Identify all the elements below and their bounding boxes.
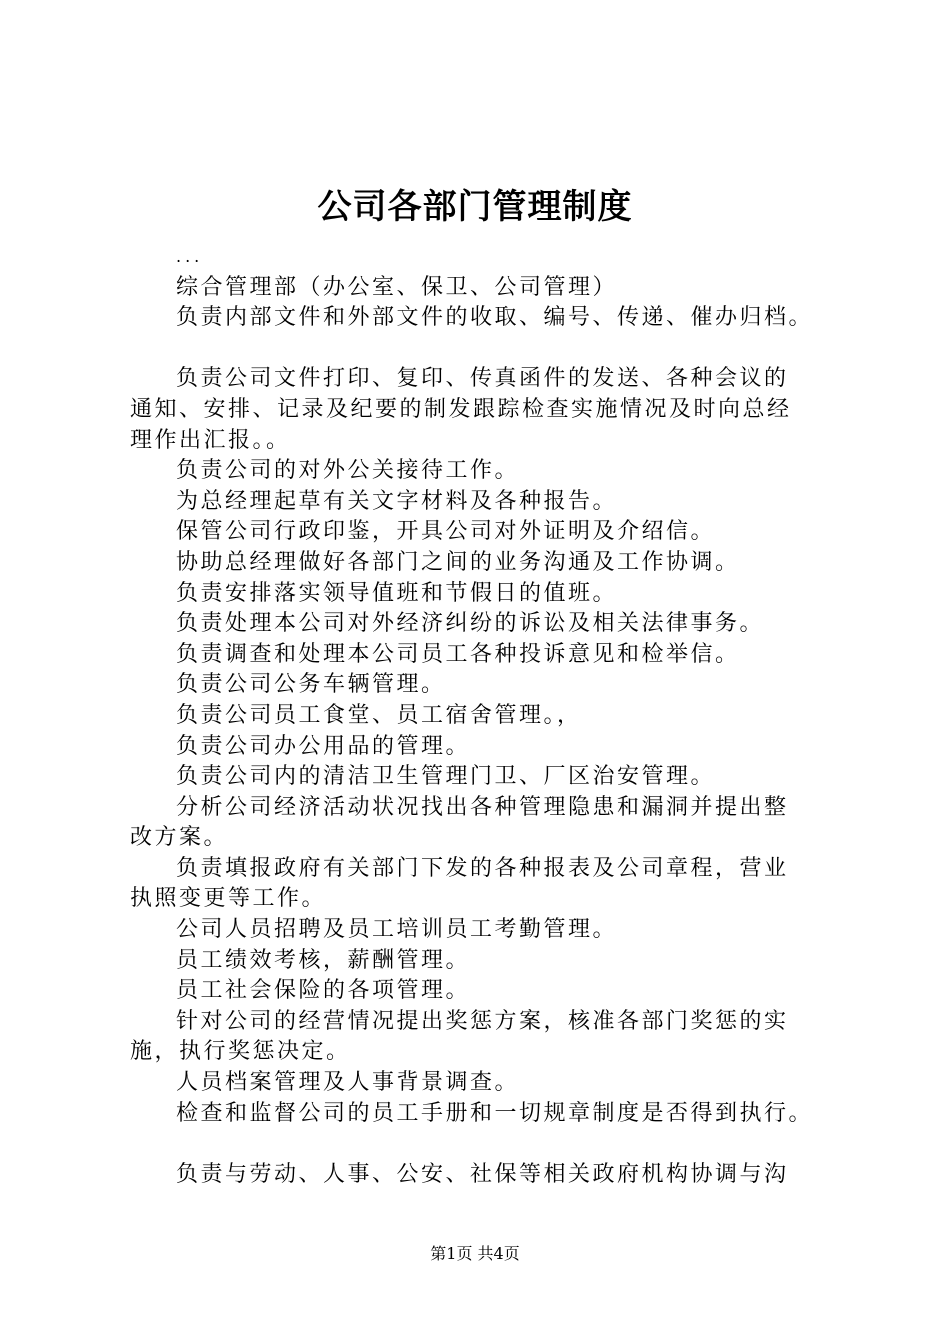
document-line: 员工社会保险的各项管理。 [176, 978, 471, 1004]
document-line: 改方案。 [130, 825, 229, 851]
document-line: 通知、安排、记录及纪要的制发跟踪检查实施情况及时向总经 [130, 396, 792, 422]
document-line: 分析公司经济活动状况找出各种管理隐患和漏洞并提出整 [176, 794, 789, 820]
document-line: 理作出汇报。。 [130, 427, 291, 453]
document-line: 综合管理部（办公室、保卫、公司管理） [176, 274, 618, 300]
document-line: 负责处理本公司对外经济纠纷的诉讼及相关法律事务。 [176, 611, 765, 637]
document-line: 负责公司员工食堂、员工宿舍管理。， [176, 702, 582, 728]
blank-line [130, 1129, 830, 1160]
document-line: 负责公司内的清洁卫生管理门卫、厂区治安管理。 [176, 764, 716, 790]
document-line: 协助总经理做好各部门之间的业务沟通及工作协调。 [176, 549, 740, 575]
document-line: 保管公司行政印鉴，开具公司对外证明及介绍信。 [176, 519, 716, 545]
document-body [130, 242, 830, 1190]
document-line: 负责填报政府有关部门下发的各种报表及公司章程，营业 [176, 855, 789, 881]
document-line: 公司人员招聘及员工培训员工考勤管理。 [176, 917, 618, 943]
blank-line [130, 334, 830, 365]
document-line: 负责公司文件打印、复印、传真函件的发送、各种会议的 [176, 366, 789, 392]
document-line: 为总经理起草有关文字材料及各种报告。 [176, 488, 618, 514]
document-line: 员工绩效考核，薪酬管理。 [176, 947, 471, 973]
ellipsis-marker: ... [176, 247, 204, 266]
document-line: 负责调查和处理本公司员工各种投诉意见和检举信。 [176, 641, 740, 667]
page-footer: 第1页 共4页 [430, 1244, 520, 1263]
document-line: 负责公司公务车辆管理。 [176, 672, 446, 698]
document-title: 公司各部门管理制度 [317, 187, 633, 227]
document-line: 负责公司办公用品的管理。 [176, 733, 471, 759]
document-line: 负责公司的对外公关接待工作。 [176, 458, 520, 484]
document-line: 负责内部文件和外部文件的收取、编号、传递、催办归档。 [176, 305, 814, 331]
document-line: 执照变更等工作。 [130, 886, 327, 912]
document-line: 人员档案管理及人事背景调查。 [176, 1070, 520, 1096]
document-line: 检查和监督公司的员工手册和一切规章制度是否得到执行。 [176, 1100, 814, 1126]
document-line: 负责与劳动、人事、公安、社保等相关政府机构协调与沟 [176, 1161, 789, 1187]
document-line: 针对公司的经营情况提出奖惩方案，核准各部门奖惩的实 [176, 1008, 789, 1034]
document-line: 施，执行奖惩决定。 [130, 1039, 351, 1065]
document-line: 负责安排落实领导值班和节假日的值班。 [176, 580, 618, 606]
